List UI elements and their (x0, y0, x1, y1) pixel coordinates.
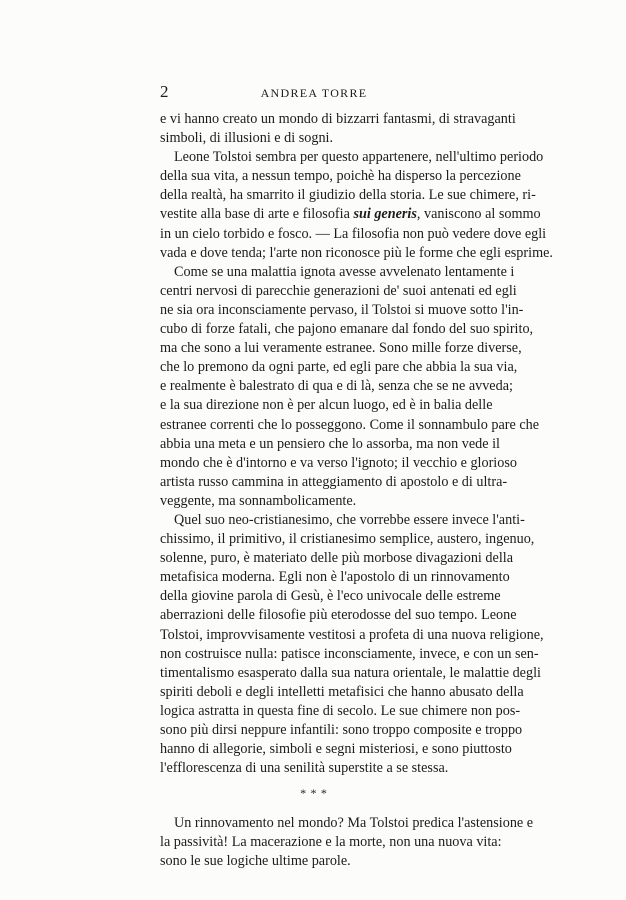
text-line: artista russo cammina in atteggiamento di apostolo e di ultra- (160, 473, 508, 490)
text-line: ne sia ora inconsciamente pervaso, il Tolstoi si muove sotto l'in- (160, 301, 524, 318)
text-line: e vi hanno creato un mondo di bizzarri fantasmi, di stravaganti (160, 111, 516, 127)
text-run: Come se una malattia ignota avesse avvelenato lentamente i (174, 263, 515, 280)
text-run: , vaniscono al sommo (416, 206, 541, 223)
text-line: e la sua direzione non è per alcun luogo, ed è in balia delle (160, 397, 493, 414)
paragraph-3 (160, 263, 540, 511)
section-separator: * * * (300, 786, 328, 801)
text-line (160, 814, 534, 833)
text-line: spiriti deboli e degli intelletti metafisici che hanno abusato della (160, 683, 524, 700)
text-line: la passività! La macerazione e la morte, non una nuova vita: (160, 834, 502, 851)
paragraph-4 (160, 511, 544, 778)
text-line: sono più dirsi neppure infantili: sono troppo composite e troppo (160, 722, 523, 738)
text-line: mondo che è d'intorno e va verso l'ignoto; il vecchio e glorioso (160, 454, 517, 471)
text-line (160, 511, 525, 530)
text-line: abbia una meta e un pensiero che lo assorba, ma non vede il (160, 435, 500, 452)
text-line: ma che sono a lui veramente estranee. Sono mille forze diverse, (160, 340, 522, 357)
text-line: metafisica moderna. Egli non è l'apostolo di un rinnovamento (160, 569, 510, 586)
text-line: che lo premono da ogni parte, ed egli pare che abbia la sua via, (160, 359, 518, 376)
text-line (160, 263, 515, 282)
text-line: cubo di forze fatali, che pajono emanare dal fondo del suo spirito, (160, 321, 534, 338)
text-run: vestite alla base di arte e filosofia (160, 206, 354, 223)
body-text (160, 110, 553, 872)
text-line: della realtà, ha smarrito il giudizio della storia. Le sue chimere, ri- (160, 187, 536, 204)
italic-phrase: sui generis (353, 206, 417, 223)
text-line: della sua vita, a nessun tempo, poichè ha disperso la percezione (160, 168, 521, 185)
page-number: 2 (160, 82, 169, 101)
text-line: vada e dove tenda; l'arte non riconosce più le forme che egli esprime. (160, 244, 553, 261)
text-run: Un rinnovamento nel mondo? Ma Tolstoi predica l'astensione e (174, 815, 534, 832)
text-line: della giovine parola di Gesù, è l'eco univocale delle estreme (160, 588, 501, 605)
text-line: e realmente è balestrato di qua e di là, senza che se ne avveda; (160, 378, 513, 395)
text-line: timentalismo esasperato dalla sua natura orientale, le malattie degli (160, 664, 541, 681)
text-line: hanno di allegorie, simboli e segni misteriosi, e sono piuttosto (160, 741, 512, 758)
text-line: in un cielo torbido e fosco. — La filosofia non può vedere dove egli (160, 225, 547, 242)
text-line (160, 205, 541, 224)
text-line: sono le sue logiche ultime parole. (160, 853, 351, 870)
text-line (160, 148, 544, 167)
text-line: chissimo, il primitivo, il cristianesimo semplice, austero, ingenuo, (160, 531, 535, 548)
running-head: ANDREA TORRE (260, 86, 368, 100)
text-run: Quel suo neo-cristianesimo, che vorrebbe essere invece l'anti- (174, 511, 525, 528)
text-line: estranee correnti che lo posseggono. Come il sonnambulo pare che (160, 416, 540, 433)
text-line: aberrazioni delle filosofie più eterodosse del suo tempo. Leone (160, 607, 517, 624)
paragraph-1 (160, 110, 516, 148)
text-line: solenne, puro, è materiato delle più morbose divagazioni della (160, 550, 513, 567)
text-line: centri nervosi di parecchie generazioni de' suoi antenati ed egli (160, 282, 517, 299)
text-line: veggente, ma sonnambolicamente. (160, 492, 357, 509)
page-header (160, 82, 468, 106)
text-run: Leone Tolstoi sembra per questo appartenere, nell'ultimo periodo (174, 149, 544, 166)
text-line: logica astratta in questa fine di secolo. Le sue chimere non pos- (160, 702, 521, 719)
paragraph-2 (160, 148, 553, 263)
text-line: l'efflorescenza di una senilità superstite a se stessa. (160, 760, 449, 777)
paragraph-5 (160, 814, 534, 871)
text-line: simboli, di illusioni e di sogni. (160, 130, 334, 147)
text-line: non costruisce nulla: patisce inconsciamente, invece, e con un sen- (160, 645, 539, 662)
text-line: Tolstoi, improvvisamente vestitosi a profeta di una nuova religione, (160, 626, 544, 643)
